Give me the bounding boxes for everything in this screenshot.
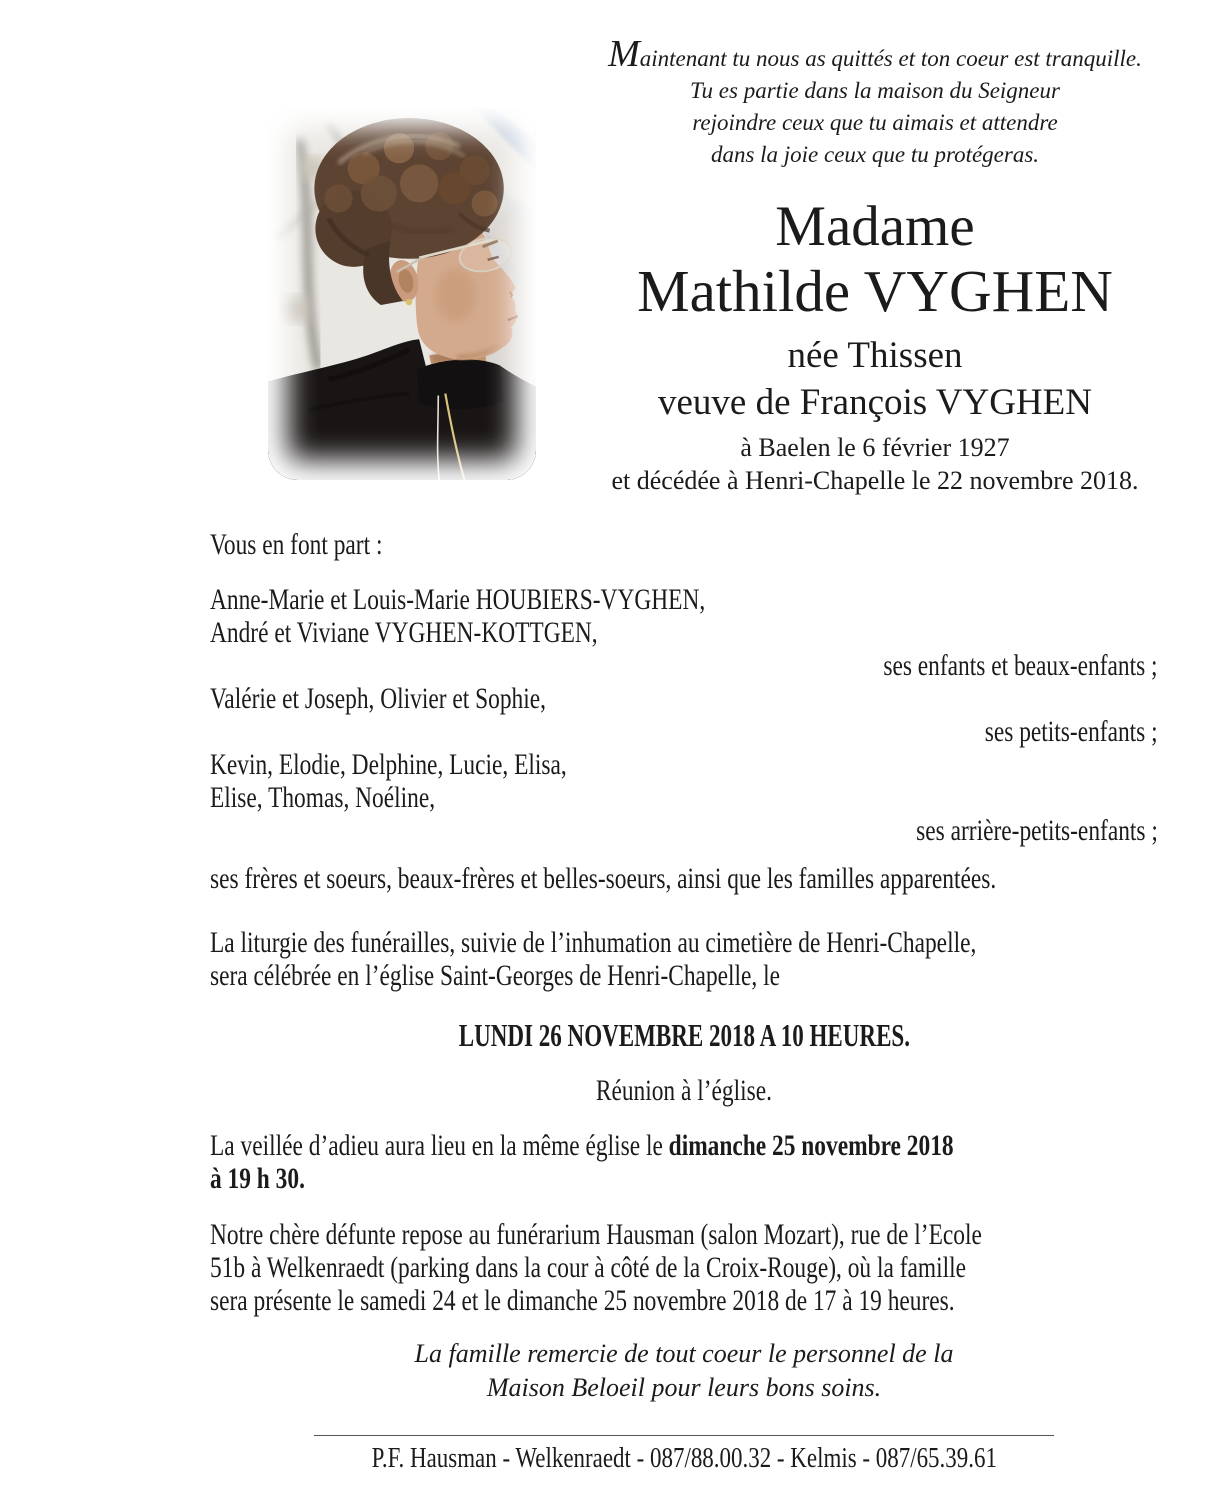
death-line: et décédée à Henri-Chapelle le 22 novembre 2018. bbox=[611, 466, 1139, 495]
portrait-photo bbox=[268, 108, 536, 480]
deceased-name: Mathilde VYGHEN bbox=[637, 258, 1113, 324]
quote-line: rejoindre ceux que tu aimais et attendre bbox=[692, 110, 1058, 135]
vigil-time-line: à 19 h 30. bbox=[210, 1162, 305, 1195]
thanks-line: La famille remercie de tout coeur le personnel de la bbox=[414, 1339, 954, 1368]
meeting-point-line: Réunion à l’église. bbox=[595, 1074, 773, 1107]
deceased-title: Madame bbox=[775, 195, 975, 258]
children-names-line: Anne-Marie et Louis-Marie HOUBIERS-VYGHEN, bbox=[210, 583, 706, 616]
vigil-line bbox=[210, 1129, 1158, 1162]
maiden-name: née Thissen bbox=[787, 335, 963, 376]
quote-drop-initial: M bbox=[608, 33, 640, 75]
great-grandchildren-relation-label: ses arrière-petits-enfants ; bbox=[916, 814, 1158, 847]
announcement-intro: Vous en font part : bbox=[210, 528, 383, 561]
children-names-line: André et Viviane VYGHEN-KOTTGEN, bbox=[210, 616, 598, 649]
ceremony-date-heading: LUNDI 26 NOVEMBRE 2018 A 10 HEURES. bbox=[458, 1017, 910, 1053]
quote-line bbox=[560, 33, 1190, 75]
grandchildren-names-line: Valérie et Joseph, Olivier et Sophie, bbox=[210, 682, 546, 715]
birth-line: à Baelen le 6 février 1927 bbox=[740, 433, 1010, 462]
vigil-date-bold: dimanche 25 novembre 2018 bbox=[668, 1129, 954, 1162]
liturgy-line: sera célébrée en l’église Saint-Georges de Henri-Chapelle, le bbox=[210, 959, 781, 992]
header-column bbox=[560, 33, 1190, 497]
quote-line: dans la joie ceux que tu protégeras. bbox=[710, 142, 1040, 167]
grandchildren-relation-label: ses petits-enfants ; bbox=[985, 715, 1158, 748]
siblings-line: ses frères et soeurs, beaux-frères et belles-soeurs, ainsi que les familles apparentées. bbox=[210, 862, 997, 895]
great-grandchildren-names-line: Kevin, Elodie, Delphine, Lucie, Elisa, bbox=[210, 748, 567, 781]
funeral-home-contact: P.F. Hausman - Welkenraedt - 087/88.00.32 - Kelmis - 087/65.39.61 bbox=[371, 1443, 997, 1474]
memorial-quote bbox=[560, 33, 1190, 171]
repose-line: Notre chère défunte repose au funérarium Hausman (salon Mozart), rue de l’Ecole bbox=[210, 1218, 982, 1251]
children-relation-label: ses enfants et beaux-enfants ; bbox=[883, 649, 1158, 682]
repose-line: 51b à Welkenraedt (parking dans la cour à côté de la Croix-Rouge), où la famille bbox=[210, 1251, 966, 1284]
liturgy-line: La liturgie des funérailles, suivie de l’inhumation au cimetière de Henri-Chapelle, bbox=[210, 926, 977, 959]
quote-line: Tu es partie dans la maison du Seigneur bbox=[690, 78, 1060, 103]
great-grandchildren-names-line: Elise, Thomas, Noéline, bbox=[210, 781, 436, 814]
announcement-body bbox=[210, 528, 1158, 1475]
repose-line: sera présente le samedi 24 et le dimanche 25 novembre 2018 de 17 à 19 heures. bbox=[210, 1284, 955, 1317]
widow-of-line: veuve de François VYGHEN bbox=[658, 382, 1092, 423]
separator-line bbox=[314, 1435, 1054, 1436]
portrait-illustration bbox=[268, 108, 536, 480]
vigil-text: La veillée d’adieu aura lieu en la même église le bbox=[210, 1129, 669, 1162]
quote-line-text: aintenant tu nous as quittés et ton coeur est tranquille. bbox=[639, 46, 1142, 71]
thanks-line: Maison Beloeil pour leurs bons soins. bbox=[486, 1373, 882, 1402]
